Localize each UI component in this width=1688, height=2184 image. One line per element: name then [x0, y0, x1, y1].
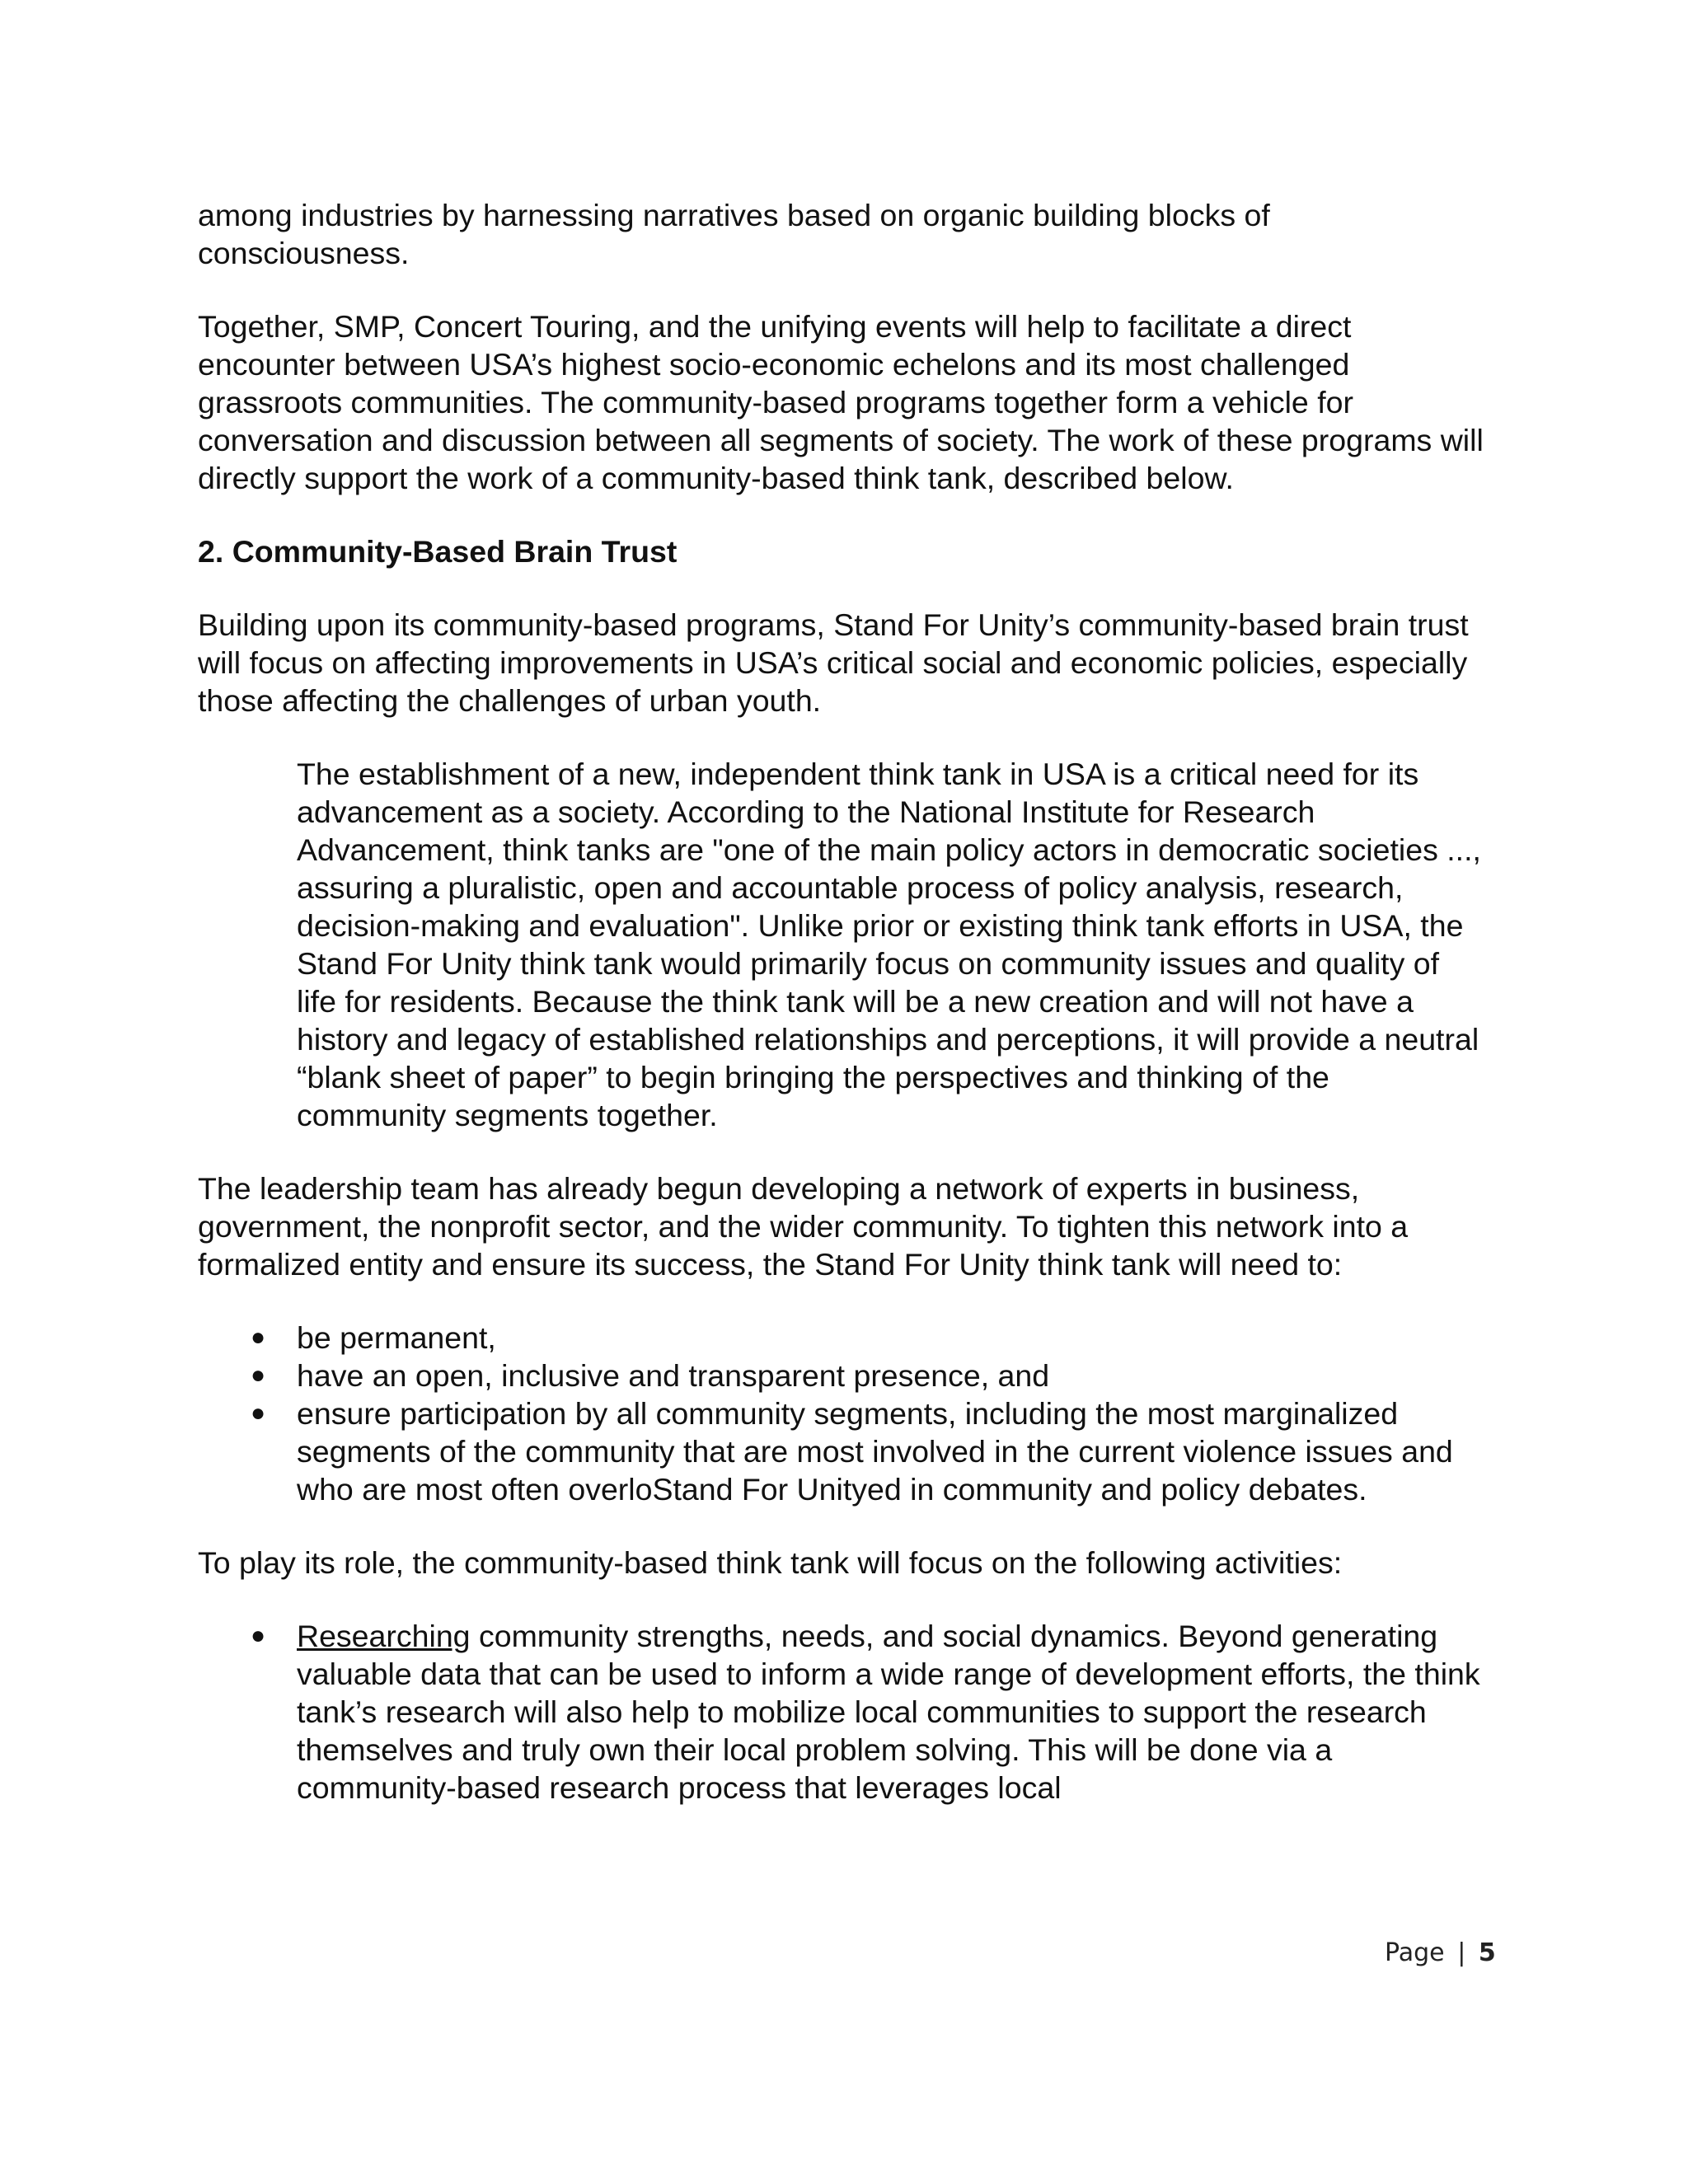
list-item-text: be permanent,	[297, 1320, 496, 1355]
page-label: Page	[1385, 1938, 1445, 1967]
block-quote: The establishment of a new, independent think tank in USA is a critical need for its advancement as a society. According to the National Institute for Research Advancement, think tanks are "one of the main policy actors in democratic societies ..., assuring a pluralistic, open and accountable process of policy analysis, research, decision-making and evaluation". Unlike prior or existing think tank efforts in USA, the Stand For Unity think tank would primarily focus on community issues and quality of life for residents. Because the think tank will be a new creation and will not have a history and legacy of established relationships and perceptions, it will provide a neutral “blank sheet of paper” to begin bringing the perspectives and thinking of the community segments together.	[297, 757, 1481, 1132]
bullet-icon: ●	[251, 1361, 266, 1389]
list-item	[198, 1357, 1484, 1394]
needs-list	[198, 1319, 1484, 1508]
paragraph-intro-continuation: among industries by harnessing narratives based on organic building blocks of consciousness.	[198, 198, 1270, 270]
activity-lead-term: Researching	[297, 1619, 471, 1653]
paragraph-building-upon: Building upon its community-based programs, Stand For Unity’s community-based brain trust will focus on affecting improvements in USA’s critical social and economic policies, especially those affecting the challenges of urban youth.	[198, 607, 1469, 718]
bullet-icon: ●	[251, 1622, 266, 1649]
paragraph-together: Together, SMP, Concert Touring, and the unifying events will help to facilitate a direct encounter between USA’s highest socio-economic echelons and its most challenged grassroots communities. The community-based programs together form a vehicle for conversation and discussion between all segments of society. The work of these programs will directly support the work of a community-based think tank, described below.	[198, 309, 1484, 495]
page-footer	[1385, 1938, 1496, 1967]
list-item	[198, 1319, 1484, 1357]
list-item-text: have an open, inclusive and transparent presence, and	[297, 1358, 1050, 1393]
paragraph-leadership: The leadership team has already begun developing a network of experts in business, government, the nonprofit sector, and the wider community. To tighten this network into a formalized entity and ensure its success, the Stand For Unity think tank will need to:	[198, 1171, 1409, 1282]
list-item	[198, 1394, 1484, 1508]
page-body	[198, 196, 1484, 1842]
list-item-text: ensure participation by all community segments, including the most marginalized segments of the community that are most involved in the current violence issues and who are most often overloStand For Unityed in community and policy debates.	[297, 1396, 1453, 1507]
activities-list	[198, 1617, 1484, 1807]
section-heading: 2. Community-Based Brain Trust	[198, 534, 678, 569]
bullet-icon: ●	[251, 1324, 266, 1351]
list-item-text: community strengths, needs, and social dynamics. Beyond generating valuable data that can be used to inform a wide range of development efforts, the think tank’s research will also help to mobilize local communities to support the research themselves and truly own their local problem solving. This will be done via a community-based research process that leverages local	[297, 1619, 1480, 1805]
list-item	[198, 1617, 1484, 1807]
page-number: 5	[1478, 1938, 1496, 1967]
paragraph-play-role: To play its role, the community-based think tank will focus on the following activities:	[198, 1545, 1343, 1580]
page-separator: |	[1457, 1938, 1466, 1967]
bullet-icon: ●	[251, 1399, 266, 1427]
